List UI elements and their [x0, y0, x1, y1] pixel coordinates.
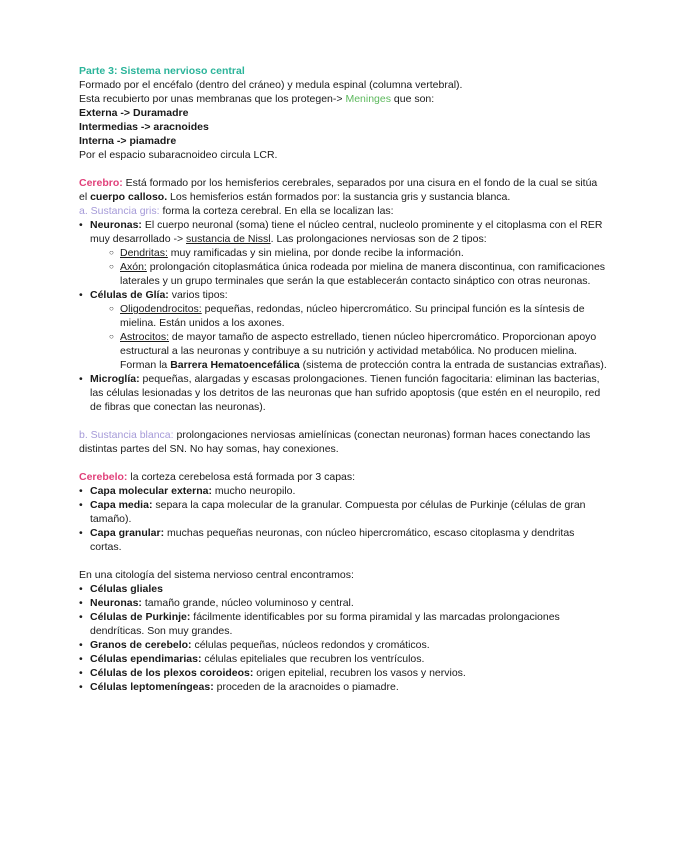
- cerebelo-heading: Cerebelo:: [79, 471, 128, 483]
- neuronas-sublist: [90, 246, 607, 288]
- sustancia-gris-line: a. Sustancia gris: forma la corteza cerebral. En ella se localizan las:: [79, 205, 394, 217]
- intro-line-2: Esta recubierto por unas membranas que los protegen-> Meninges que son:: [79, 93, 435, 105]
- citologia-list: [79, 582, 607, 694]
- meninge-intermedias: Intermedias -> aracnoides: [79, 121, 209, 133]
- list-item-ependimarias: • Células ependimarias: células epiteliales que recubren los ventrículos.: [79, 652, 607, 666]
- list-item-dendritas: ○ Dendritas: muy ramificadas y sin mielina, por donde recibe la información.: [109, 246, 607, 260]
- list-item-astrocitos: ○ Astrocitos: de mayor tamaño de aspecto estrellado, tienen núcleo hipercromático. Proporcionan apoyo estructural a las neuronas y contribuye a su nutrición y actividad metabólica. No producen mielina. Forman la Barrera Hematoencefálica (sistema de protección contra la entrada de sustancias extrañas).: [109, 330, 607, 372]
- intro-line-1: Formado por el encéfalo (dentro del cráneo) y medula espinal (columna vertebral).: [79, 79, 463, 91]
- meninge-interna: Interna -> piamadre: [79, 135, 177, 147]
- list-item-leptomeningeas: • Células leptomeníngeas: proceden de la aracnoides o piamadre.: [79, 680, 607, 694]
- list-item-plexos: • Células de los plexos coroideos: origen epitelial, recubren los vasos y nervios.: [79, 666, 607, 680]
- cerebelo-line: Cerebelo: la corteza cerebelosa está formada por 3 capas:: [79, 471, 356, 483]
- list-item-microglia: • Microglía: pequeñas, alargadas y escasas prolongaciones. Tienen función fagocitaria: eliminan las bacterias, las células lesionadas y los detritos de las neuronas que han sufrido apoptosis (que estén en el neuropilo, red de fibras que conectan las neuronas).: [79, 372, 607, 414]
- list-item-oligodendrocitos: ○ Oligodendrocitos: pequeñas, redondas, núcleo hipercromático. Su principal función es la síntesis de mielina. Están unidos a los axones.: [109, 302, 607, 330]
- list-item-granos: • Granos de cerebelo: células pequeñas, núcleos redondos y cromáticos.: [79, 638, 607, 652]
- part-title: Parte 3: Sistema nervioso central: [79, 65, 245, 77]
- citologia-intro: En una citología del sistema nervioso central encontramos:: [79, 569, 354, 581]
- sustancia-blanca-paragraph: b. Sustancia blanca: prolongaciones nerviosas amielínicas (conectan neuronas) forman haces conectando las distintas partes del SN. No hay somas, hay conexiones.: [79, 429, 591, 455]
- cerebelo-list: [79, 484, 607, 554]
- list-item-capa-molecular: • Capa molecular externa: mucho neuropilo.: [79, 484, 607, 498]
- list-item-neuronas: • Neuronas: El cuerpo neuronal (soma) tiene el núcleo central, nucleolo prominente y el citoplasma con el RER muy desarrollado -> sustancia de Nissl. Las prolongaciones nerviosas son de 2 tipos: ○ Dendritas: muy ramificadas y sin mielina, por donde recibe la información. ○ Axón: prolongación citoplasmática única rodeada por mielina de manera discontinua, con ramificaciones laterales y un grupo terminales que serán la que establecerán contacto sináptico con otras neuronas.: [79, 218, 607, 288]
- cerebro-heading: Cerebro:: [79, 177, 123, 189]
- list-item-axon: ○ Axón: prolongación citoplasmática única rodeada por mielina de manera discontinua, con ramificaciones laterales y un grupo terminales que serán la que establecerán contacto sináptico con otras neuronas.: [109, 260, 607, 288]
- list-item-capa-media: • Capa media: separa la capa molecular de la granular. Compuesta por células de Purkinje (células de gran tamaño).: [79, 498, 607, 526]
- list-item-neuronas-citologia: • Neuronas: tamaño grande, núcleo voluminoso y central.: [79, 596, 607, 610]
- list-item-capa-granular: • Capa granular: muchas pequeñas neuronas, con núcleo hipercromático, escaso citoplasma y dendritas cortas.: [79, 526, 607, 554]
- list-item-purkinje: • Células de Purkinje: fácilmente identificables por su forma piramidal y las marcadas prolongaciones dendríticas. Son muy grandes.: [79, 610, 607, 638]
- lcr-line: Por el espacio subaracnoideo circula LCR.: [79, 149, 278, 161]
- meninges-term: Meninges: [345, 93, 391, 105]
- sustancia-blanca-heading: b. Sustancia blanca:: [79, 429, 174, 441]
- gris-list: [79, 218, 607, 414]
- list-item-celulas-gliales: • Células gliales: [79, 582, 607, 596]
- cerebro-paragraph: Cerebro: Está formado por los hemisferios cerebrales, separados por una cisura en el fondo de la cual se sitúa el cuerpo calloso. Los hemisferios están formados por: la sustancia gris y sustancia blanca.: [79, 177, 598, 203]
- list-item-glia: • Células de Glía: varios tipos: ○ Oligodendrocitos: pequeñas, redondas, núcleo hipercromático. Su principal función es la síntesis de mielina. Están unidos a los axones. ○ Astrocitos: de mayor tamaño de aspecto estrellado, tienen núcleo hipercromático. Proporcionan apoyo estructural a las neuronas y contribuye a su nutrición y actividad metabólica. No producen mielina. Forman la Barrera Hematoencefálica (sistema de protección contra la entrada de sustancias extrañas).: [79, 288, 607, 372]
- glia-sublist: [90, 302, 607, 372]
- sustancia-gris-heading: a. Sustancia gris:: [79, 205, 160, 217]
- meninge-externa: Externa -> Duramadre: [79, 107, 189, 119]
